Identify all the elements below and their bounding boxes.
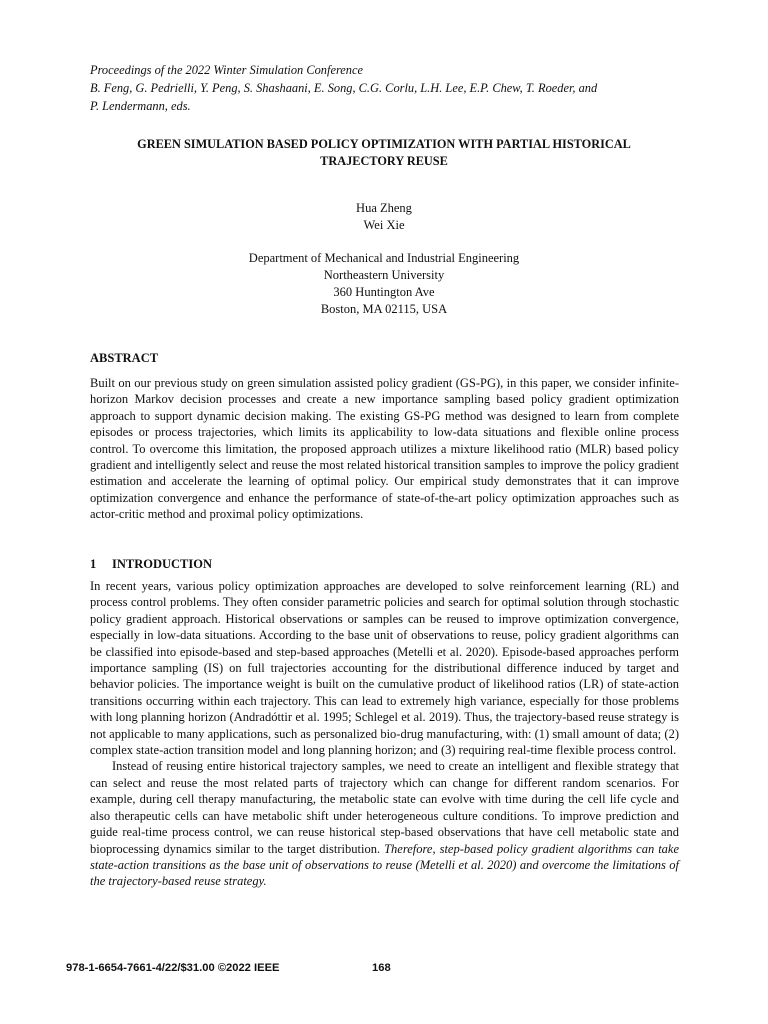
section-title: INTRODUCTION: [112, 557, 213, 571]
editors-line-cont: P. Lendermann, eds.: [90, 99, 191, 113]
abstract-text: Built on our previous study on green simulation assisted policy gradient (GS-PG), in this paper, we consider infinite-horizon Markov decision processes and create a new importance sampling based policy gradient optimization approach to support dynamic decision making. The existing GS-PG method was designed to learn from complete episodes or process trajectories, which limits its applicability to low-data situations and flexible online process control. To overcome this limitation, the proposed approach utilizes a mixture likelihood ratio (MLR) based policy gradient and intelligently select and reuse the most related historical transition samples to improve the policy gradient estimation and accelerate the learning of optimal policy. Our empirical study demonstrates that it can improve optimization convergence and enhance the performance of state-of-the-art policy optimization approaches such as actor-critic method and proximal policy optimizations.: [90, 376, 679, 522]
paper-title: [84, 136, 684, 170]
intro-paragraph-2: [90, 758, 679, 889]
affiliation: [84, 250, 684, 318]
affiliation-street: 360 Huntington Ave: [333, 285, 435, 299]
intro-paragraph-2-text: Instead of reusing entire historical trajectory samples, we need to create an intelligent and flexible strategy that can select and reuse the most related parts of trajectory which can change for different random scenarios. For example, during cell therapy manufacturing, the metabolic state can evolve with time during the cell life cycle and also therapeutic cells can have metabolic shift under heterogeneous culture conditions. To improve prediction and guide real-time process control, we can reuse historical step-based observations that have cell metabolic state and bioprocessing dynamics similar to the target distribution.: [90, 759, 679, 856]
author-name: Wei Xie: [363, 218, 405, 232]
abstract-heading: ABSTRACT: [90, 351, 159, 365]
title-line-2: TRAJECTORY REUSE: [320, 154, 448, 168]
affiliation-university: Northeastern University: [323, 268, 445, 282]
affiliation-city: Boston, MA 02115, USA: [320, 302, 448, 316]
editors-line: B. Feng, G. Pedrielli, Y. Peng, S. Shashaani, E. Song, C.G. Corlu, L.H. Lee, E.P. Chew, T. Roeder, and: [90, 81, 598, 95]
title-line-1: GREEN SIMULATION BASED POLICY OPTIMIZATION WITH PARTIAL HISTORICAL: [137, 137, 631, 151]
proceedings-header: [90, 61, 690, 115]
footer-isbn: 978-1-6654-7661-4/22/$31.00 ©2022 IEEE: [66, 962, 280, 974]
section-heading: [90, 557, 212, 572]
author-name: Hua Zheng: [356, 201, 412, 215]
section-number: 1: [90, 557, 97, 571]
intro-paragraph-1: In recent years, various policy optimization approaches are developed to solve reinforcement learning (RL) and process control problems. They often consider parametric policies and search for optimal solution through stochastic policy gradient approach. Historical observations or samples can be reused to improve optimization convergence, especially in low-data situations. According to the base unit of observations to reuse, policy gradient algorithms can be classified into episode-based and step-based approaches (Metelli et al. 2020). Episode-based approaches perform importance sampling (IS) on full trajectories accounting for the distributional difference induced by target and behavior policies. The importance weight is built on the cumulative product of likelihood ratios (LR) of state-action transitions occurring within each trajectory. This can lead to extremely high variance, especially for those problems with long planning horizon (Andradóttir et al. 1995; Schlegel et al. 2019). Thus, the trajectory-based reuse strategy is not applicable to many applications, such as personalized bio-drug manufacturing, with: (1) small amount of data; (2) complex state-action transition model and long planning horizon; and (3) requiring real-time flexible process control.: [90, 579, 679, 758]
affiliation-department: Department of Mechanical and Industrial Engineering: [248, 251, 520, 265]
author-list: [84, 200, 684, 234]
intro-paragraph-2-emphasis: Therefore, step-based policy gradient algorithms can take state-action transitions as the base unit of observations to reuse (Metelli et al. 2020) and overcome the limitations of the trajectory-based reuse strategy.: [90, 841, 680, 889]
proceedings-title: Proceedings of the 2022 Winter Simulation Conference: [90, 63, 364, 77]
page-number: 168: [372, 962, 391, 974]
introduction-body: [90, 578, 679, 890]
